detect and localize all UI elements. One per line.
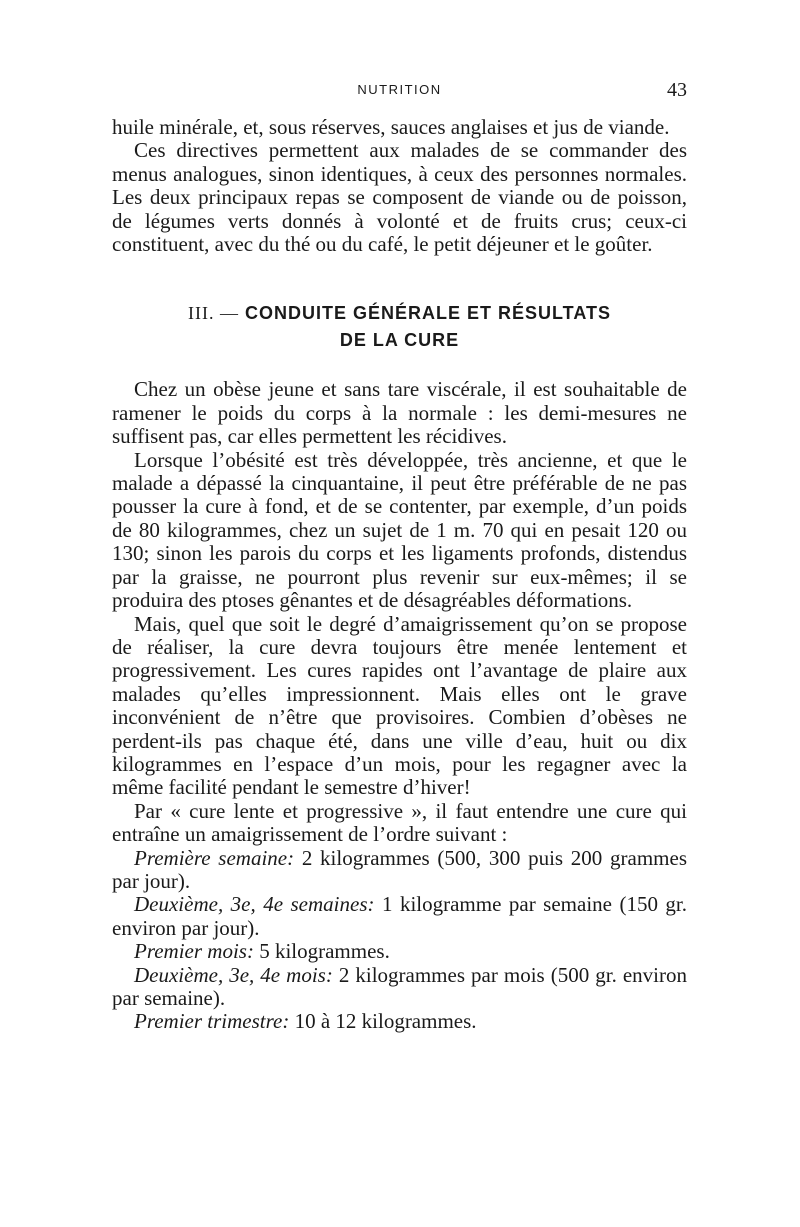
- schedule-period: Première semaine:: [134, 845, 295, 870]
- schedule-amount: 2 kilogrammes (500, 300 puis 200 grammes par jour).: [112, 845, 687, 893]
- running-title: NUTRITION: [357, 82, 442, 97]
- schedule-item: [112, 1010, 687, 1033]
- section-title-part-2: DE LA CURE: [339, 330, 460, 351]
- schedule-amount: 1 kilogramme par semaine (150 gr. environ par jour).: [112, 892, 688, 940]
- paragraph: Ces directives permettent aux malades de se commander des menus analogues, sinon identiques, à ceux des personnes normales. Les deux principaux repas se composent de viande ou de poisson, de légumes verts donnés à volonté et de fruits crus; ceux-ci constituent, avec du thé ou du café, le petit déjeuner et le goûter.: [112, 138, 687, 257]
- schedule-amount: 2 kilogrammes par mois (500 gr. environ par semaine).: [112, 962, 687, 1010]
- body-text: [112, 116, 687, 1034]
- paragraph: Lorsque l’obésité est très développée, très ancienne, et que le malade a dépassé la cinquantaine, il peut être préférable de ne pas pousser la cure à fond, et de se contenter, par exemple, d’un poids de 80 kilogrammes, chez un sujet de 1 m. 70 qui en pesait 120 ou 130; sinon les parois du corps et les ligaments profonds, distendus par la graisse, ne pourront plus revenir sur eux-mêmes; il se produira des ptoses gênantes et de désagréables déformations.: [112, 447, 687, 613]
- section-title-part-1: CONDUITE GÉNÉRALE ET RÉSULTATS: [244, 303, 611, 324]
- schedule-period: Deuxième, 3e, 4e semaines:: [134, 892, 375, 917]
- paragraph: Mais, quel que soit le degré d’amaigrissement qu’on se propose de réaliser, la cure devra toujours être menée lentement et progressivement. Les cures rapides ont l’avantage de plaire aux malades qu’elles impressionnent. Mais elles ont le grave inconvénient de n’être que provisoires. Combien d’obèses ne perdent-ils pas chaque été, dans une ville d’eau, huit ou dix kilogrammes en l’espace d’un mois, pour les regagner avec la même facilité pendant le semestre d’hiver!: [112, 611, 687, 800]
- schedule-item: [112, 847, 687, 894]
- schedule-period: Deuxième, 3e, 4e mois:: [134, 962, 333, 987]
- schedule-period: Premier mois:: [134, 939, 254, 964]
- schedule-period: Premier trimestre:: [134, 1009, 290, 1034]
- section-heading-line-1: [112, 300, 687, 327]
- schedule-amount: 10 à 12 kilogrammes.: [289, 1009, 477, 1034]
- page-header: [112, 79, 687, 101]
- schedule-item: [112, 940, 687, 963]
- section-heading: [112, 300, 687, 354]
- paragraph: Chez un obèse jeune et sans tare viscérale, il est souhaitable de ramener le poids du corps à la normale : les demi-mesures ne suffisent pas, car elles permettent les récidives.: [112, 377, 687, 449]
- page-number: 43: [667, 79, 687, 101]
- schedule-amount: 5 kilogrammes.: [253, 939, 390, 964]
- schedule-item: [112, 893, 687, 940]
- section-number: III. —: [187, 303, 239, 324]
- paragraph: Par « cure lente et progressive », il faut entendre une cure qui entraîne un amaigrissement de l’ordre suivant :: [112, 798, 687, 847]
- schedule-item: [112, 964, 687, 1011]
- paragraph: huile minérale, et, sous réserves, sauces anglaises et jus de viande.: [112, 115, 670, 139]
